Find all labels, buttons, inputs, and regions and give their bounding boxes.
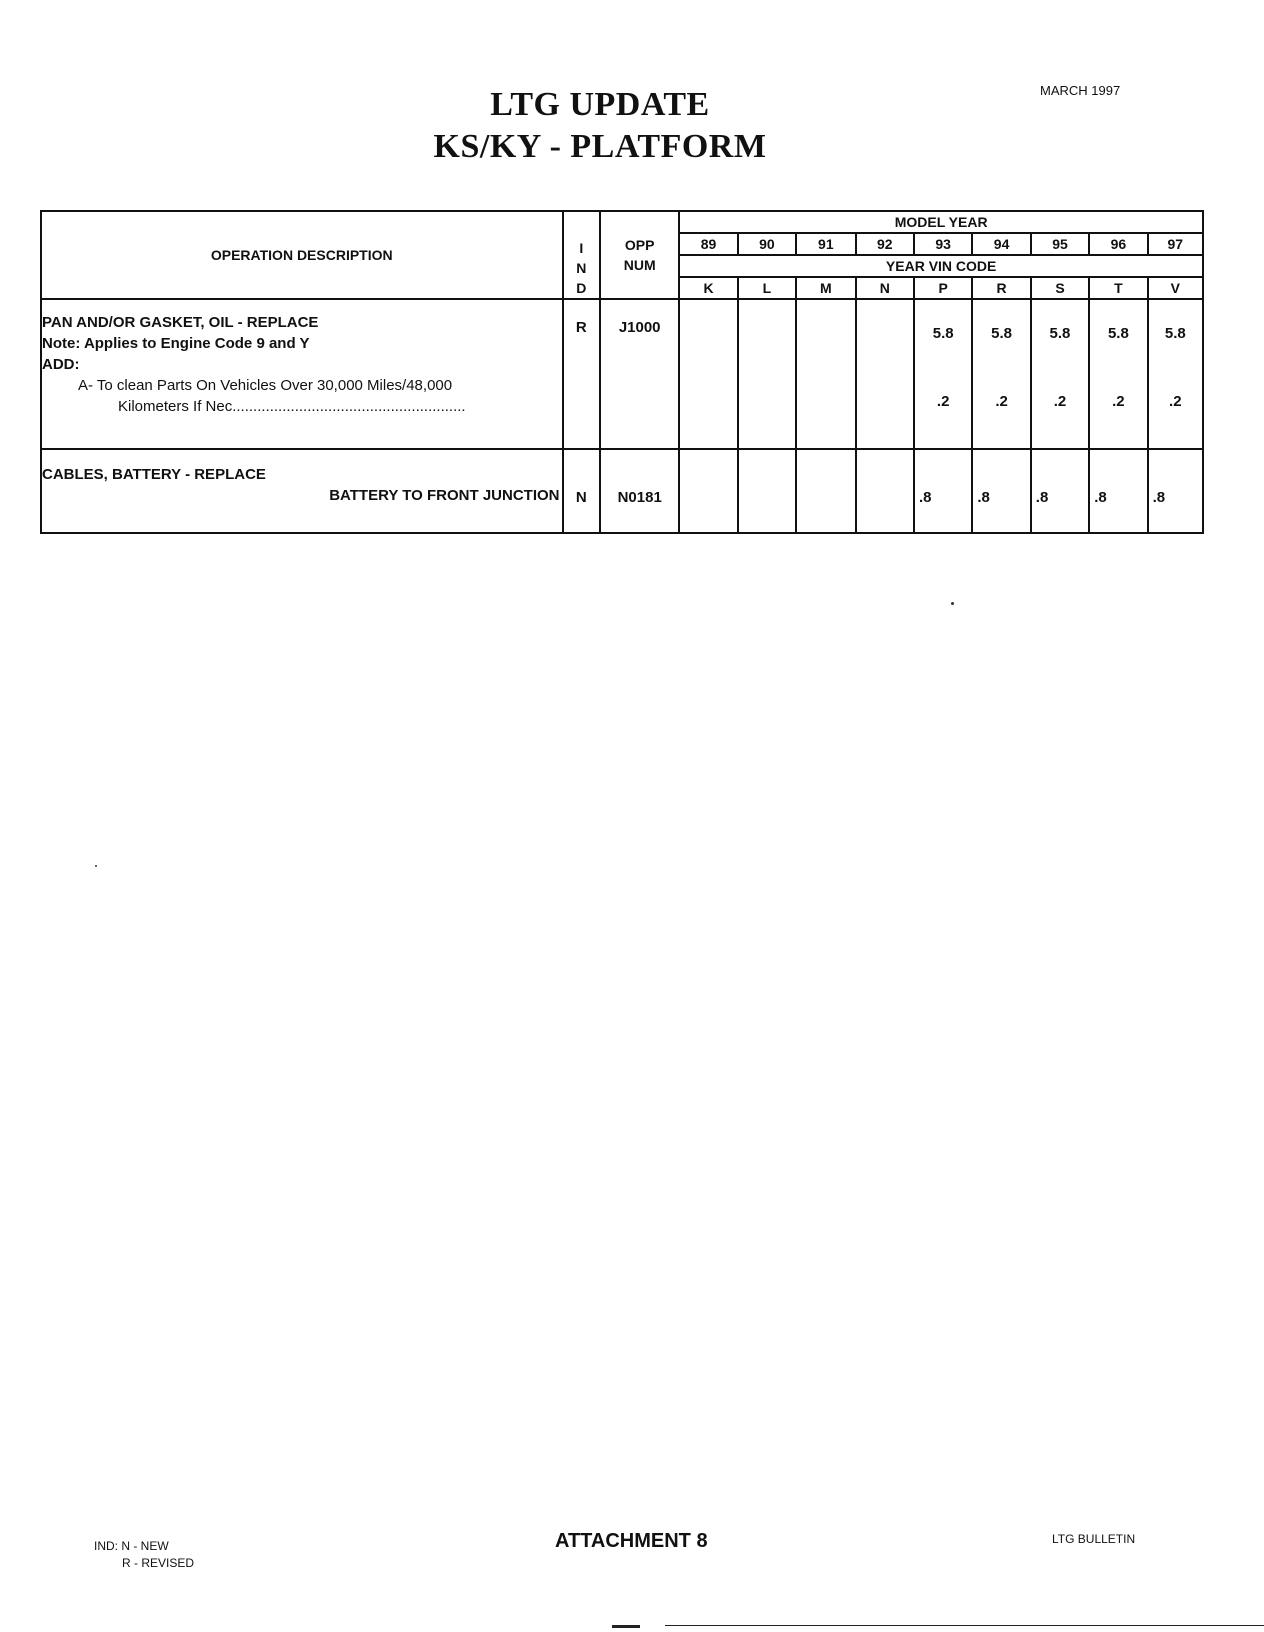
time-value: [739, 324, 795, 344]
ind-header: [563, 211, 601, 299]
bottom-rule-mark: [612, 1625, 640, 1628]
vin-p: P: [914, 277, 972, 299]
vin-m: M: [796, 277, 855, 299]
value-cell-96: [1089, 449, 1147, 533]
time-value: 5.8: [991, 325, 1012, 342]
value-cell-89: [679, 299, 737, 449]
year-93: 93: [914, 233, 972, 255]
value-cell-92: [856, 299, 914, 449]
add-item-line1: A- To clean Parts On Vehicles Over 30,000 Miles/48,000: [78, 377, 453, 394]
opp-cell: [600, 299, 679, 449]
add-time-value: [680, 392, 736, 412]
operation-title: CABLES, BATTERY - REPLACE: [42, 466, 266, 483]
vin-r: R: [972, 277, 1030, 299]
year-89: 89: [679, 233, 737, 255]
scan-speck: [95, 865, 97, 867]
time-value: 5.8: [932, 325, 954, 342]
opp-value: N0181: [617, 489, 662, 506]
value-cell-94: [972, 449, 1030, 533]
time-value: 5.8: [1049, 325, 1071, 342]
add-time-value: .2: [1053, 393, 1067, 410]
add-time-value: .2: [1169, 393, 1182, 410]
value-cell-93: [914, 449, 972, 533]
value-cell-97: [1148, 299, 1203, 449]
add-time-value: [739, 392, 795, 412]
ind-cell: [563, 449, 601, 533]
ind-cell: [563, 299, 601, 449]
operation-description: [41, 299, 563, 449]
value-cell-95: [1031, 449, 1089, 533]
time-value: [680, 324, 736, 344]
year-97: 97: [1148, 233, 1203, 255]
ind-legend: [94, 1538, 194, 1572]
bulletin-date: MARCH 1997: [1040, 83, 1121, 98]
model-year-header: MODEL YEAR: [679, 211, 1203, 233]
vin-s: S: [1031, 277, 1089, 299]
table-row: [41, 449, 1203, 533]
bottom-rule: [665, 1625, 1264, 1626]
operation-description: [41, 449, 563, 533]
opp-header-num: NUM: [623, 257, 656, 273]
operation-note: Note: Applies to Engine Code 9 and Y: [42, 335, 310, 352]
vin-code-header: YEAR VIN CODE: [679, 255, 1203, 277]
time-value: .8: [918, 489, 932, 506]
operation-title: PAN AND/OR GASKET, OIL - REPLACE: [42, 314, 319, 331]
labor-time-table: [40, 210, 1204, 534]
opp-header-opp: OPP: [624, 237, 655, 253]
value-cell-90: [738, 449, 796, 533]
add-time-value: [857, 392, 913, 412]
ind-value: N: [575, 489, 587, 506]
year-95: 95: [1031, 233, 1089, 255]
time-value: [680, 488, 736, 508]
add-time-value: [797, 392, 854, 412]
time-value: [797, 488, 854, 508]
add-time-value: .2: [1112, 393, 1125, 410]
value-cell-89: [679, 449, 737, 533]
value-cell-91: [796, 299, 855, 449]
ind-legend-revised: R - REVISED: [122, 1556, 195, 1570]
year-96: 96: [1089, 233, 1147, 255]
vin-t: T: [1089, 277, 1147, 299]
leader-dots: ........................................................: [232, 398, 466, 415]
value-cell-94: [972, 299, 1030, 449]
vin-l: L: [738, 277, 796, 299]
value-cell-91: [796, 449, 855, 533]
time-value: .8: [1094, 489, 1107, 506]
time-value: [797, 324, 854, 344]
page-title-line1: LTG UPDATE: [490, 86, 710, 123]
vin-v: V: [1148, 277, 1203, 299]
attachment-label: ATTACHMENT 8: [555, 1530, 708, 1552]
vin-k: K: [679, 277, 737, 299]
add-item-line2: [42, 396, 562, 417]
year-92: 92: [856, 233, 914, 255]
year-90: 90: [738, 233, 796, 255]
time-value: .8: [977, 489, 990, 506]
value-cell-95: [1031, 299, 1089, 449]
value-cell-97: [1148, 449, 1203, 533]
opp-num-header: [600, 211, 679, 299]
ind-header-i: I: [579, 240, 584, 256]
time-value: [739, 488, 795, 508]
time-value: [857, 488, 913, 508]
value-cell-96: [1089, 299, 1147, 449]
year-94: 94: [972, 233, 1030, 255]
value-cell-90: [738, 299, 796, 449]
time-value: .8: [1035, 489, 1049, 506]
ind-header-d: D: [576, 280, 587, 296]
ind-header-n: N: [576, 260, 587, 276]
table-row: [41, 299, 1203, 449]
vin-n: N: [856, 277, 914, 299]
year-91: 91: [796, 233, 855, 255]
time-value: [857, 324, 913, 344]
add-item-text: Kilometers If Nec: [118, 398, 233, 415]
operation-add-label: ADD:: [42, 356, 80, 373]
operation-description-header: OPERATION DESCRIPTION: [41, 211, 563, 299]
ind-legend-new: IND: N - NEW: [94, 1539, 169, 1553]
opp-cell: [600, 449, 679, 533]
time-value: .8: [1152, 489, 1166, 506]
add-time-value: .2: [995, 393, 1008, 410]
opp-value: J1000: [618, 319, 661, 336]
time-value: 5.8: [1107, 325, 1129, 342]
ind-value: R: [575, 319, 587, 336]
add-time-value: .2: [936, 393, 950, 410]
page-title-line2: KS/KY - PLATFORM: [433, 128, 767, 165]
value-cell-92: [856, 449, 914, 533]
scan-speck: [951, 602, 954, 605]
value-cell-93: [914, 299, 972, 449]
time-value: 5.8: [1164, 325, 1186, 342]
bulletin-label: LTG BULLETIN: [1052, 1532, 1136, 1546]
operation-sub: BATTERY TO FRONT JUNCTION: [329, 487, 560, 504]
